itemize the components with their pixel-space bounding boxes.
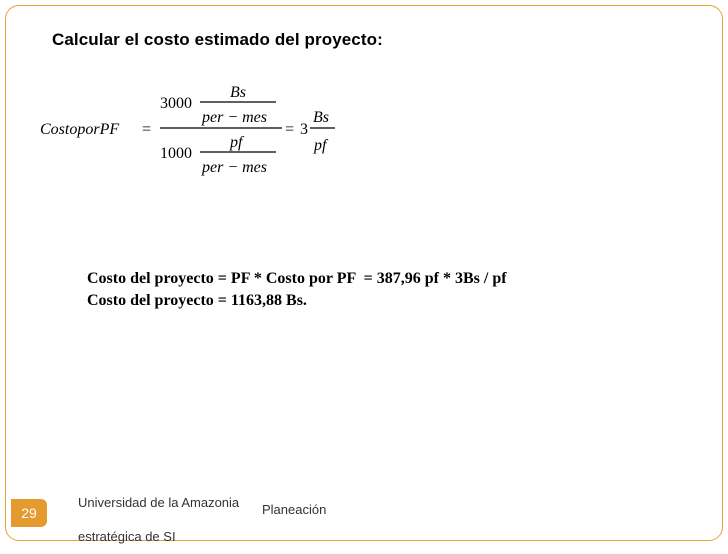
formula-lhs: CostoporPF [40,121,120,138]
footer-left [78,486,239,554]
slide-title: Calcular el costo estimado del proyecto: [52,30,383,49]
result-value: 3 [300,121,308,138]
footer-institution: Universidad de la Amazonia [78,495,240,510]
numerator-unit-top: Bs [230,84,246,101]
calculation-line-2: Costo del proyecto = 1163,88 Bs. [87,292,307,309]
numerator-unit-bottom: per − mes [202,109,268,126]
footer-subject: Planeación [262,502,327,517]
formula-equals: = [142,121,152,138]
result-unit-top: Bs [313,109,329,126]
page-number: 29 [21,505,37,521]
formula-equals-result: = [285,121,295,138]
calculation-line-1: Costo del proyecto = PF * Costo por PF = 387,96 pf * 3Bs / pf [87,270,507,287]
denominator-value: 1000 [160,145,192,162]
footer-course: estratégica de SI [78,529,176,544]
numerator-value: 3000 [160,95,192,112]
result-unit-bottom: pf [314,137,327,154]
denominator-unit-bottom: per − mes [202,159,268,176]
page-number-badge [11,499,47,527]
cost-formula [0,0,728,200]
denominator-unit-top: pf [230,134,243,151]
calculation-text [87,268,507,312]
